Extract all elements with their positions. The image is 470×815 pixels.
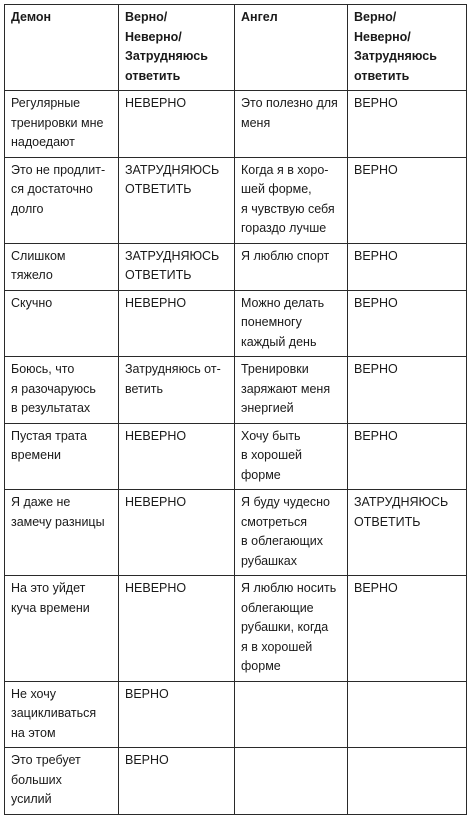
demon-statement-cell bbox=[5, 357, 119, 424]
demon-statement-cell bbox=[5, 243, 119, 290]
demon-answer-cell bbox=[119, 423, 235, 490]
angel-answer-text: ВЕРНО bbox=[354, 248, 398, 263]
angel-answer-cell bbox=[348, 681, 467, 748]
demon-statement-text: Боюсь, что я разочаруюсь в результатах bbox=[11, 362, 96, 415]
demon-answer-text: ВЕРНО bbox=[125, 753, 169, 767]
demon-answer-text: Затрудняюсь от- ветить bbox=[125, 362, 221, 396]
angel-statement-cell bbox=[235, 290, 348, 357]
angel-statement-cell bbox=[235, 576, 348, 682]
angel-statement-text: Это полезно для меня bbox=[241, 96, 338, 130]
demon-statement-cell bbox=[5, 91, 119, 158]
demon-statement-cell bbox=[5, 748, 119, 815]
table-row bbox=[5, 576, 467, 682]
table-row bbox=[5, 423, 467, 490]
table-row bbox=[5, 243, 467, 290]
table-body bbox=[5, 91, 467, 815]
table-row bbox=[5, 748, 467, 815]
demon-answer-cell bbox=[119, 243, 235, 290]
angel-answer-cell bbox=[348, 576, 467, 682]
header-demon-answer: Верно/ Неверно/ Затрудняюсь ответить bbox=[119, 5, 235, 91]
table-row bbox=[5, 91, 467, 158]
angel-answer-cell bbox=[348, 243, 467, 290]
angel-statement-text: Тренировки заряжают меня энергией bbox=[241, 362, 331, 415]
demon-answer-cell bbox=[119, 748, 235, 815]
demon-answer-cell bbox=[119, 157, 235, 243]
angel-statement-text: Можно делать понемногу каждый день bbox=[241, 295, 325, 349]
angel-statement-text: Хочу быть в хорошей форме bbox=[241, 428, 303, 482]
angel-statement-text: Когда я в хоро- шей форме, я чувствую себя гораздо лучше bbox=[241, 162, 335, 235]
table-row bbox=[5, 357, 467, 424]
demon-answer-text: НЕВЕРНО bbox=[125, 581, 187, 595]
angel-answer-text: ВЕРНО bbox=[354, 96, 398, 110]
angel-answer-cell bbox=[348, 490, 467, 576]
demon-statement-text: Скучно bbox=[11, 295, 53, 310]
angel-answer-text: ВЕРНО bbox=[354, 362, 398, 376]
header-angel-answer: Верно/ Неверно/ Затрудняюсь ответить bbox=[348, 5, 467, 91]
demon-statement-text: На это уйдет куча времени bbox=[11, 581, 90, 615]
angel-statement-text: Я люблю спорт bbox=[241, 248, 330, 263]
demon-answer-cell bbox=[119, 290, 235, 357]
angel-answer-cell bbox=[348, 748, 467, 815]
angel-answer-text: ВЕРНО bbox=[354, 581, 398, 595]
angel-statement-cell bbox=[235, 243, 348, 290]
demon-statement-text: Регулярные тренировки мне надоедают bbox=[11, 96, 104, 149]
demon-answer-text: НЕВЕРНО bbox=[125, 428, 187, 443]
demon-statement-cell bbox=[5, 157, 119, 243]
angel-answer-text: ВЕРНО bbox=[354, 162, 398, 177]
demon-answer-text: НЕВЕРНО bbox=[125, 295, 187, 310]
demon-statement-text: Слишком тяжело bbox=[11, 248, 66, 282]
angel-statement-cell bbox=[235, 681, 348, 748]
angel-answer-cell bbox=[348, 157, 467, 243]
table-row bbox=[5, 490, 467, 576]
demon-statement-cell bbox=[5, 423, 119, 490]
angel-statement-cell bbox=[235, 157, 348, 243]
demon-statement-text: Я даже не замечу разницы bbox=[11, 495, 105, 529]
demon-answer-text: ЗАТРУДНЯЮСЬ ОТВЕТИТЬ bbox=[125, 248, 220, 282]
angel-statement-cell bbox=[235, 490, 348, 576]
angel-answer-text: ЗАТРУДНЯЮСЬ ОТВЕТИТЬ bbox=[354, 495, 449, 529]
angel-answer-text: ВЕРНО bbox=[354, 295, 398, 310]
angel-answer-cell bbox=[348, 423, 467, 490]
table-row bbox=[5, 157, 467, 243]
demon-answer-cell bbox=[119, 681, 235, 748]
angel-statement-text: Я люблю носить облегающие рубашки, когда я в хорошей форме bbox=[241, 581, 337, 673]
table-row bbox=[5, 681, 467, 748]
angel-statement-cell bbox=[235, 357, 348, 424]
demon-statement-cell bbox=[5, 681, 119, 748]
angel-answer-cell bbox=[348, 357, 467, 424]
demon-statement-cell bbox=[5, 290, 119, 357]
demon-answer-cell bbox=[119, 357, 235, 424]
angel-answer-cell bbox=[348, 290, 467, 357]
demon-statement-text: Не хочу зацикливаться на этом bbox=[11, 686, 97, 740]
demon-answer-cell bbox=[119, 490, 235, 576]
header-angel: Ангел bbox=[235, 5, 348, 91]
angel-answer-text: ВЕРНО bbox=[354, 428, 398, 443]
table-row bbox=[5, 290, 467, 357]
header-row bbox=[5, 5, 467, 91]
angel-statement-cell bbox=[235, 423, 348, 490]
demon-statement-text: Пустая трата времени bbox=[11, 428, 88, 462]
demon-answer-text: НЕВЕРНО bbox=[125, 495, 187, 509]
demon-answer-text: НЕВЕРНО bbox=[125, 96, 187, 110]
demon-statement-text: Это требует больших усилий bbox=[11, 753, 81, 806]
demon-answer-text: ЗАТРУДНЯЮСЬ ОТВЕТИТЬ bbox=[125, 162, 220, 196]
demon-answer-text: ВЕРНО bbox=[125, 686, 169, 701]
angel-statement-cell bbox=[235, 748, 348, 815]
demon-angel-table bbox=[4, 4, 467, 815]
angel-answer-cell bbox=[348, 91, 467, 158]
demon-answer-cell bbox=[119, 576, 235, 682]
demon-statement-cell bbox=[5, 576, 119, 682]
demon-statement-text: Это не продлит- ся достаточно долго bbox=[11, 162, 106, 216]
angel-statement-text: Я буду чудесно смотреться в облегающих рубашках bbox=[241, 495, 330, 568]
demon-answer-cell bbox=[119, 91, 235, 158]
angel-statement-cell bbox=[235, 91, 348, 158]
demon-statement-cell bbox=[5, 490, 119, 576]
header-demon: Демон bbox=[5, 5, 119, 91]
